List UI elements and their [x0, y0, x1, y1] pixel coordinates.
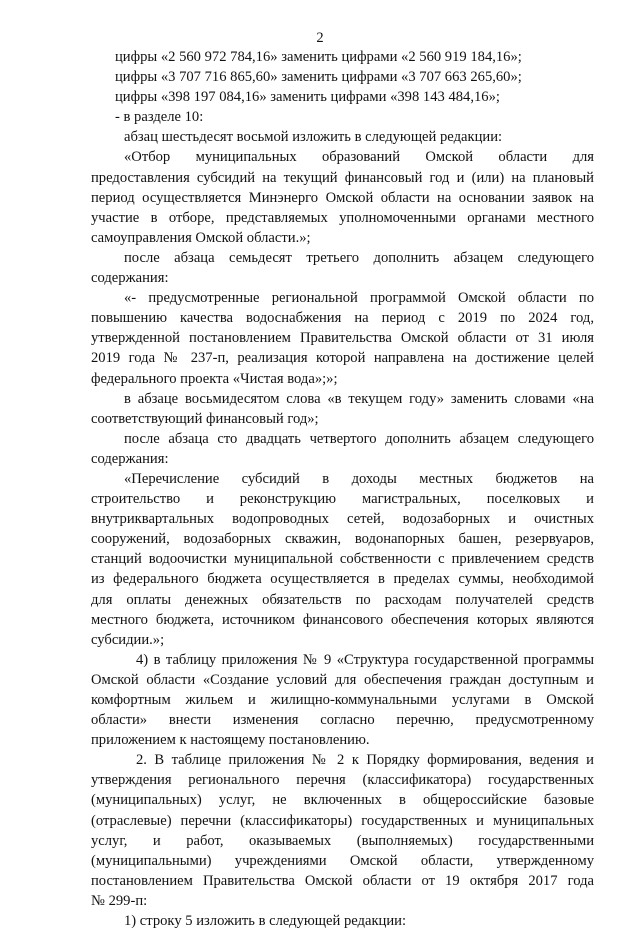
text-line: 4) в таблицу приложения № 9 «Структура государственной программы — [136, 651, 594, 668]
text-line: утверждения регионального перечня (классификатора) государственных — [91, 772, 594, 789]
text-line: период осуществляется Минэнерго Омской области на основании заявок на — [91, 189, 594, 206]
text-line: комфортным жильем и жилищно-коммунальными услугами в Омской — [91, 692, 594, 708]
text-line: (муниципальными) учреждениями Омской области, утвержденному — [91, 852, 594, 869]
text-line: из федерального бюджета осуществляется в пределах суммы, необходимой — [91, 571, 594, 588]
text-line: № 299-п: — [91, 892, 148, 909]
text-line: (муниципальных) услуг, не включенных в общероссийские базовые — [91, 792, 594, 809]
page-number: 2 — [316, 30, 324, 46]
text-line: соответствующий финансовый год»; — [91, 410, 319, 427]
text-line: участие в отборе, представляемых уполномоченными органами местного — [91, 209, 594, 226]
document-body — [91, 47, 594, 931]
text-line: приложением к настоящему постановлению. — [91, 732, 370, 749]
text-line: субсидии.»; — [91, 631, 165, 648]
text-line: 1) строку 5 изложить в следующей редакции: — [124, 913, 407, 930]
text-line: цифры «398 197 084,16» заменить цифрами «398 143 484,16»; — [115, 89, 500, 106]
text-line: постановлением Правительства Омской области от 19 октября 2017 года — [91, 872, 594, 889]
text-line: «Отбор муниципальных образований Омской области для — [124, 149, 594, 166]
text-line: - в разделе 10: — [115, 109, 204, 126]
text-line: «- предусмотренные региональной программой Омской области по — [124, 290, 594, 307]
text-line: 2019 года № 237-п, реализация которой направлена на достижение целей — [91, 350, 594, 367]
text-line: услуг, и работ, оказываемых (выполняемых) государственными — [91, 832, 594, 849]
text-line: содержания: — [91, 450, 169, 467]
text-line: «Перечисление субсидий в доходы местных бюджетов на — [124, 470, 594, 487]
text-line: после абзаца семьдесят третьего дополнить абзацем следующего — [124, 249, 594, 266]
text-line: цифры «2 560 972 784,16» заменить цифрами «2 560 919 184,16»; — [115, 49, 522, 65]
text-line: области» внести изменения согласно перечню, предусмотренному — [91, 712, 594, 729]
text-line: для оплаты денежных обязательств по расходам получателей средств — [91, 591, 594, 608]
text-line: (отраслевые) перечни (классификаторы) государственных и муниципальных — [91, 812, 594, 829]
text-line: цифры «3 707 716 865,60» заменить цифрами «3 707 663 265,60»; — [115, 69, 522, 86]
text-line: после абзаца сто двадцать четвертого дополнить абзацем следующего — [124, 430, 594, 447]
text-line: 2. В таблице приложения № 2 к Порядку формирования, ведения и — [136, 752, 594, 769]
text-line: местного бюджета, источником финансового обеспечения которых являются — [91, 611, 594, 628]
text-line: строительство и реконструкцию магистральных, поселковых и — [91, 491, 594, 508]
text-line: в абзаце восьмидесятом слова «в текущем году» заменить словами «на — [124, 390, 594, 407]
text-line: внутриквартальных водопроводных сетей, водозаборных и очистных — [91, 511, 594, 528]
text-line: утвержденной постановлением Правительства Омской области от 31 июля — [91, 330, 594, 347]
text-line: абзац шестьдесят восьмой изложить в следующей редакции: — [124, 129, 503, 146]
text-line: сооружений, водозаборных скважин, водонапорных башен, резервуаров, — [91, 531, 594, 548]
text-line: повышению качества водоснабжения на период с 2019 по 2024 год, — [91, 310, 594, 327]
text-line: самоуправления Омской области.»; — [91, 229, 311, 246]
text-line: федерального проекта «Чистая вода»;»; — [91, 370, 338, 387]
text-line: содержания: — [91, 270, 169, 287]
text-line: предоставления субсидий на текущий финансовый год и (или) на плановый — [91, 169, 594, 186]
text-line: станций водоочистки муниципальной собственности с привлечением средств — [91, 551, 594, 568]
text-line: Омской области «Создание условий для обеспечения граждан доступным и — [91, 671, 594, 688]
